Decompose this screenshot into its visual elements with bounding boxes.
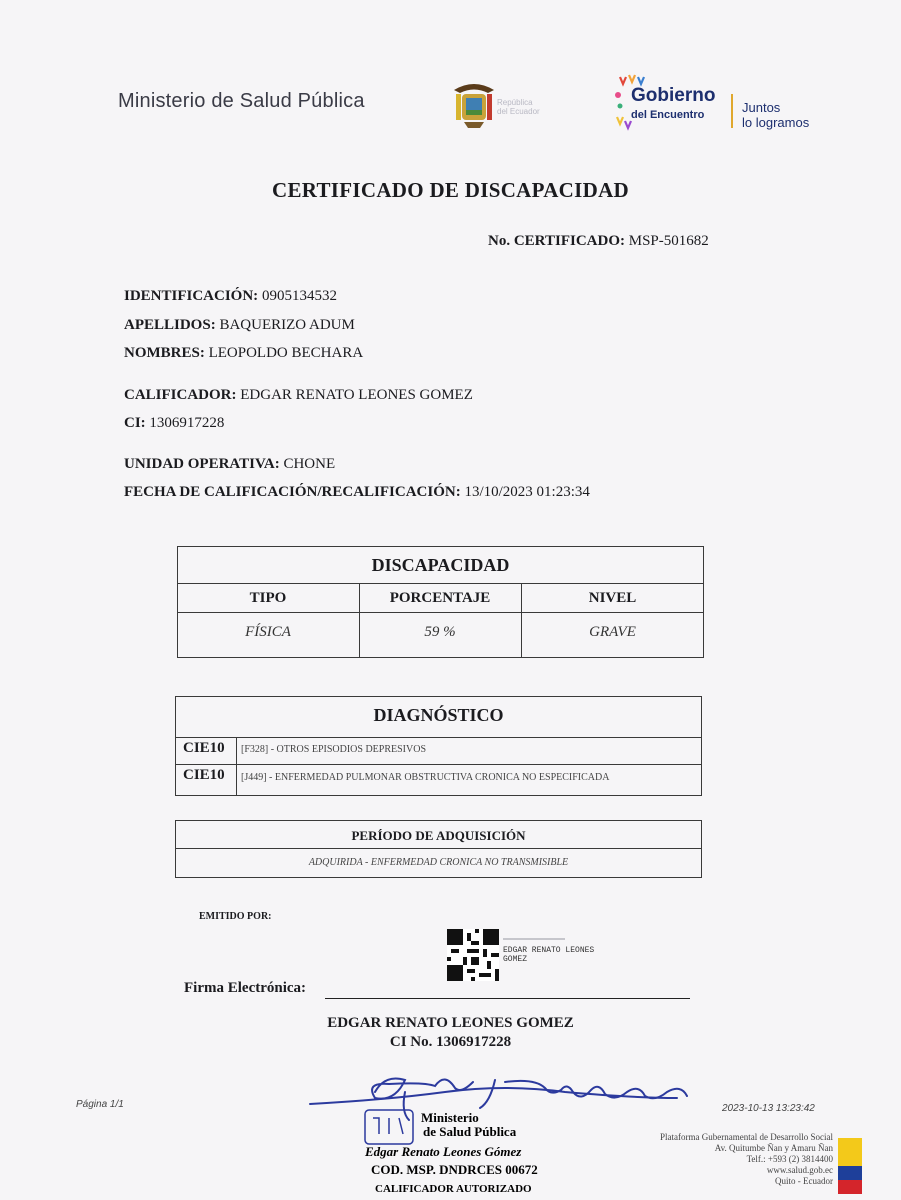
address-line: Av. Quitumbe Ñan y Amaru Ñan <box>714 1143 833 1153</box>
republic-label <box>497 98 540 116</box>
coat-of-arms-icon <box>452 80 496 130</box>
date-value: 13/10/2023 01:23:34 <box>464 484 590 500</box>
surnames-field <box>124 317 355 334</box>
diagnosis-code: CIE10 <box>183 740 225 756</box>
rater-ci-field <box>124 415 224 432</box>
rater-label: CALIFICADOR: <box>124 387 237 403</box>
column-header-porcentaje: PORCENTAJE <box>389 590 491 606</box>
column-header-nivel: NIVEL <box>588 590 637 606</box>
stamp-line2: de Salud Pública <box>423 1124 517 1139</box>
divider <box>175 764 702 765</box>
rater-ci-label: CI: <box>124 415 146 431</box>
diagnosis-text: [F328] - OTROS EPISODIOS DEPRESIVOS <box>241 744 427 755</box>
issued-by-label: EMITIDO POR: <box>199 911 272 922</box>
document-title: CERTIFICADO DE DISCAPACIDAD <box>272 178 629 202</box>
timestamp: 2023-10-13 13:23:42 <box>722 1103 815 1114</box>
gobierno-title: Gobierno <box>631 85 716 106</box>
unit-field <box>124 456 335 473</box>
qr-signer-line2: GOMEZ <box>503 955 528 964</box>
flag-stripe-icon <box>838 1138 862 1194</box>
names-field <box>124 345 363 362</box>
slogan-line1: Juntos <box>742 100 781 115</box>
handwritten-signature-icon <box>305 1062 705 1200</box>
qr-caption-line <box>503 938 565 940</box>
stamp-line3: Edgar Renato Leones Gómez <box>365 1144 522 1159</box>
stamp-line1: Ministerio <box>421 1110 479 1125</box>
divider <box>175 737 702 738</box>
ministry-logo-text: Ministerio de Salud Pública <box>118 90 365 112</box>
identification-label: IDENTIFICACIÓN: <box>124 288 259 304</box>
column-header-tipo: TIPO <box>249 590 287 606</box>
ministry-address <box>660 1132 833 1187</box>
disability-percentage: 59 % <box>424 624 456 640</box>
logo-divider <box>731 94 733 128</box>
signer-name: EDGAR RENATO LEONES GOMEZ <box>327 1015 574 1031</box>
diagnosis-heading: DIAGNÓSTICO <box>373 705 504 725</box>
rater-field <box>124 387 473 404</box>
rater-ci-value: 1306917228 <box>149 415 225 431</box>
diagnosis-text: [J449] - ENFERMEDAD PULMONAR OBSTRUCTIVA CRONICA NO ESPECIFICADA <box>241 772 610 783</box>
qr-signer-line1: EDGAR RENATO LEONES <box>503 946 595 955</box>
certificate-number <box>488 233 709 250</box>
identification-value: 0905134532 <box>261 288 337 304</box>
disability-type: FÍSICA <box>245 624 291 640</box>
divider <box>236 737 237 796</box>
divider <box>177 612 704 613</box>
names-label: NOMBRES: <box>124 345 205 361</box>
signature-line <box>325 998 690 999</box>
date-label: FECHA DE CALIFICACIÓN/RECALIFICACIÓN: <box>124 484 461 500</box>
gobierno-subtitle: del Encuentro <box>631 109 705 121</box>
qr-code-icon <box>447 929 499 981</box>
stamp-line4: COD. MSP. DNDRCES 00672 <box>371 1162 538 1177</box>
identification-field <box>124 288 337 305</box>
address-line: Telf.: +593 (2) 3814400 <box>746 1154 833 1164</box>
surnames-value: BAQUERIZO ADUM <box>219 317 355 333</box>
certificate-number-label: No. CERTIFICADO: <box>488 233 625 249</box>
signer-ci: CI No. 1306917228 <box>389 1034 512 1050</box>
surnames-label: APELLIDOS: <box>124 317 216 333</box>
divider <box>175 848 702 849</box>
stamp-line5: CALIFICADOR AUTORIZADO <box>375 1183 532 1195</box>
qr-signer-name <box>503 946 594 964</box>
unit-value: CHONE <box>283 456 336 472</box>
slogan-line2: lo logramos <box>742 115 810 130</box>
address-line: Plataforma Gubernamental de Desarrollo Social <box>660 1132 833 1142</box>
slogan <box>742 100 809 130</box>
republic-line1: República <box>497 98 533 107</box>
diagnosis-code: CIE10 <box>183 767 225 783</box>
acquisition-heading: PERÍODO DE ADQUISICIÓN <box>351 828 526 843</box>
divider <box>177 583 704 584</box>
names-value: LEOPOLDO BECHARA <box>208 345 364 361</box>
disability-heading: DISCAPACIDAD <box>371 555 510 575</box>
acquisition-value: ADQUIRIDA - ENFERMEDAD CRONICA NO TRANSMISIBLE <box>308 857 569 868</box>
rater-value: EDGAR RENATO LEONES GOMEZ <box>240 387 473 403</box>
unit-label: UNIDAD OPERATIVA: <box>124 456 280 472</box>
disability-level: GRAVE <box>589 624 636 640</box>
address-line: Quito - Ecuador <box>775 1176 833 1186</box>
page-number: Página 1/1 <box>76 1099 124 1110</box>
electronic-signature-label: Firma Electrónica: <box>184 980 307 996</box>
republic-line2: del Ecuador <box>497 107 540 116</box>
address-line: www.salud.gob.ec <box>766 1165 833 1175</box>
date-field <box>124 484 590 501</box>
certificate-number-value: MSP-501682 <box>628 233 709 249</box>
